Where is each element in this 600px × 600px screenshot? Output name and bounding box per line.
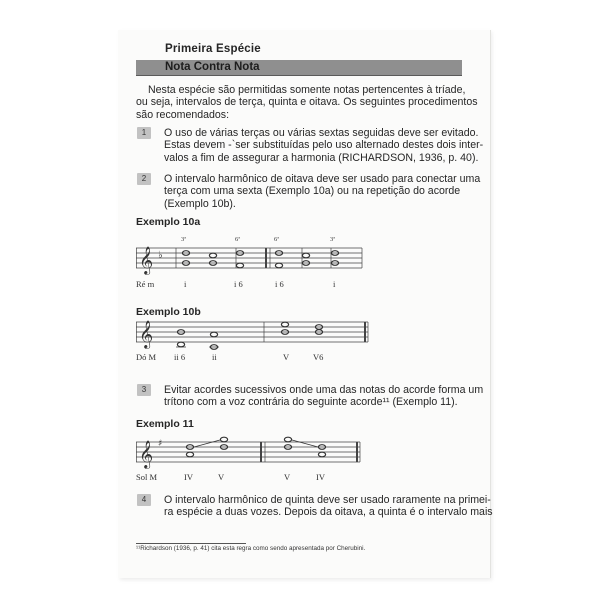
rule-4-text	[164, 494, 493, 519]
svg-text:3ª: 3ª	[181, 236, 187, 243]
rule-line: O intervalo harmônico de quinta deve ser usado raramente na primei-	[164, 494, 491, 506]
rule-line: trítono com a voz contrária do seguinte acorde¹¹ (Exemplo 11).	[164, 396, 458, 409]
rule-line: (Exemplo 10b).	[164, 197, 236, 210]
footnote: ¹¹Richardson (1936, p. 41) cita esta regra como sendo apresentada por Cherubini.	[136, 545, 366, 552]
harmony-label	[174, 352, 323, 362]
rule-line: O intervalo harmônico de oitava deve ser usado para conectar uma	[164, 173, 481, 185]
rule-number-badge: 2	[137, 173, 151, 185]
treble-clef-icon: 𝄞	[139, 246, 154, 274]
key-label: Dó M	[136, 352, 157, 362]
treble-clef-icon: 𝄞	[139, 440, 154, 468]
svg-text:6ª: 6ª	[274, 236, 280, 243]
key-label: Sol M	[136, 472, 158, 482]
rule-line: valos a fim de assegurar a harmonia (RICHARDSON, 1936, p. 40).	[164, 151, 479, 164]
rule-1-text	[164, 127, 484, 164]
svg-text:i 6: i 6	[234, 279, 243, 289]
svg-text:ii: ii	[212, 352, 217, 362]
svg-text:i 6: i 6	[275, 279, 284, 289]
intro-paragraph	[136, 84, 478, 121]
svg-text:i: i	[184, 279, 187, 289]
rule-number-badge: 4	[137, 494, 151, 506]
music-staff-example-10b	[136, 318, 466, 368]
sharp-icon: ♯	[158, 439, 163, 449]
intro-line: Nesta espécie são permitidas somente notas pertencentes à tríade,	[148, 84, 466, 96]
svg-text:IV: IV	[184, 472, 193, 482]
harmony-label	[184, 279, 336, 289]
svg-text:IV: IV	[316, 472, 325, 482]
section-title: Primeira Espécie	[165, 43, 261, 55]
rule-2-text	[164, 173, 481, 210]
rule-3-text	[164, 384, 484, 409]
example-title: Exemplo 10b	[136, 306, 201, 318]
rule-number-badge: 1	[137, 127, 151, 139]
rule-line: O uso de várias terças ou várias sextas seguidas deve ser evitado.	[164, 127, 479, 139]
interval-label	[181, 236, 335, 243]
intro-line: são recomendados:	[136, 108, 230, 121]
rule-line: Estas devem -`ser substituídas pelo uso alternado destes dois inter-	[164, 139, 484, 152]
music-staff-example-11	[136, 436, 466, 486]
intro-line: ou seja, intervalos de terça, quinta e oitava. Os seguintes procedimentos	[136, 96, 478, 109]
treble-clef-icon: 𝄞	[139, 320, 154, 348]
svg-text:ii 6: ii 6	[174, 352, 186, 362]
example-title: Exemplo 10a	[136, 216, 201, 228]
svg-text:V: V	[218, 472, 225, 482]
rule-line: ra espécie a duas vozes. Depois da oitava, a quinta é o intervalo mais	[164, 506, 493, 519]
svg-text:V: V	[284, 472, 291, 482]
footnote-divider	[136, 543, 246, 544]
flat-icon: ♭	[158, 250, 163, 261]
key-label: Ré m	[136, 279, 155, 289]
svg-text:V: V	[283, 352, 290, 362]
rule-number-badge: 3	[137, 384, 151, 396]
rule-line: Evitar acordes sucessivos onde uma das notas do acorde forma um	[164, 384, 484, 396]
svg-text:3ª: 3ª	[330, 236, 336, 243]
svg-text:6ª: 6ª	[235, 236, 241, 243]
svg-text:i: i	[333, 279, 336, 289]
example-title: Exemplo 11	[136, 418, 194, 430]
svg-text:V6: V6	[313, 352, 324, 362]
music-staff-example-10a	[136, 232, 466, 294]
rule-line: terça com uma sexta (Exemplo 10a) ou na repetição do acorde	[164, 185, 461, 198]
harmony-label	[184, 472, 326, 482]
section-subtitle: Nota Contra Nota	[165, 61, 260, 73]
